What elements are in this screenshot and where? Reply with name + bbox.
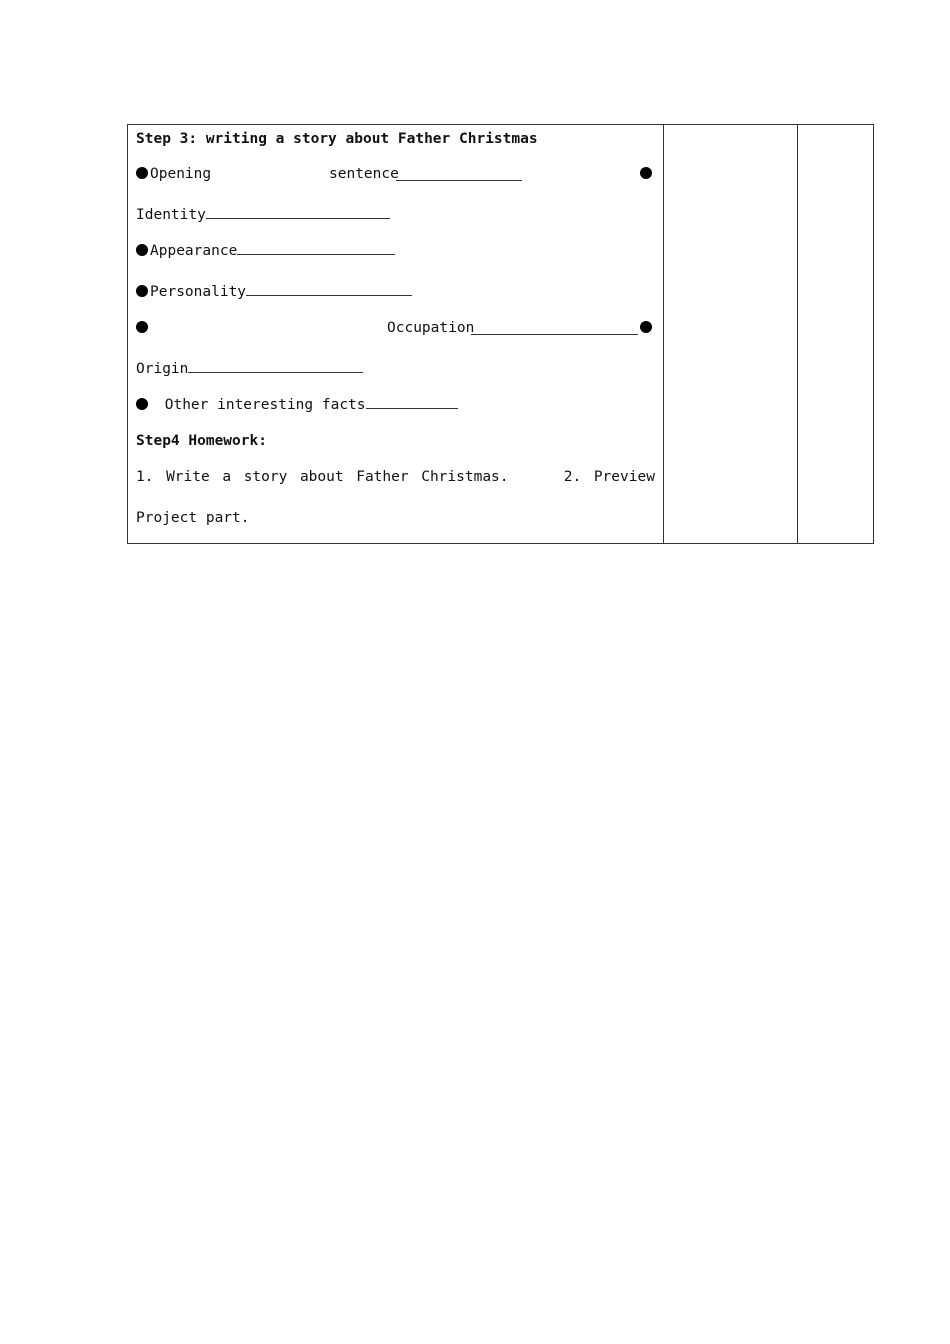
notes-cell [664,125,798,543]
personality-label: Personality [150,284,247,300]
homework-word: about [299,469,344,485]
identity-blank[interactable] [206,204,390,219]
bullet-icon [640,321,652,333]
occupation-row [136,317,655,339]
activity-cell [128,125,664,543]
appearance-label: Appearance [150,243,238,259]
step3-title: Step 3: writing a story about Father Christmas [136,131,538,147]
bullet-icon [640,167,652,179]
origin-blank[interactable] [188,358,363,373]
other-facts-blank[interactable] [366,394,458,409]
remarks-cell [798,125,873,543]
homework-word: a [222,469,232,485]
identity-label: Identity [136,207,206,223]
other-facts-row [136,394,655,416]
homework-word: story [243,469,288,485]
bullet-icon [136,244,148,256]
opening-label: Opening [150,166,212,182]
occupation-blank[interactable] [471,320,638,335]
origin-row [136,358,655,380]
homework-item2-word: Preview [593,469,655,485]
personality-blank[interactable] [246,281,412,296]
other-facts-label: Other interesting facts [164,397,366,413]
homework-item1-number: 1. [136,469,154,485]
appearance-row [136,240,655,262]
homework-item2-number: 2. [563,469,582,485]
sentence-label: sentence [329,166,399,182]
homework-line-2: Project part. [136,510,250,526]
personality-row [136,281,655,303]
bullet-icon [136,167,148,179]
identity-row [136,204,655,226]
bullet-icon [136,398,148,410]
homework-line-1 [136,466,655,488]
opening-sentence-row [136,163,655,185]
lesson-table [127,124,874,544]
origin-label: Origin [136,361,189,377]
bullet-icon [136,321,148,333]
occupation-label: Occupation [387,320,475,336]
homework-word: Write [166,469,210,485]
homework-word: Father [356,469,409,485]
homework-word: Christmas. [421,469,509,485]
step4-title: Step4 Homework: [136,433,267,449]
bullet-icon [136,285,148,297]
opening-sentence-blank[interactable] [396,166,522,181]
appearance-blank[interactable] [237,240,395,255]
